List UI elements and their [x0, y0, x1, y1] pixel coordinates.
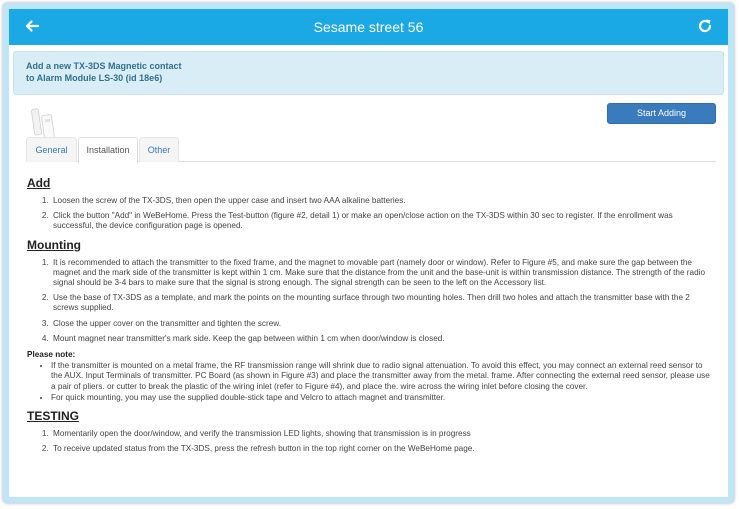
tab-general[interactable]: General: [26, 137, 77, 162]
note-title: Please note:: [27, 350, 76, 360]
tab-installation[interactable]: Installation: [78, 137, 138, 163]
list-item: 1. Loosen the screw of the TX-3DS, then open the upper case and insert two AAA alkaline batteries.: [51, 196, 712, 206]
section-heading-mounting: Mounting: [27, 237, 81, 252]
list-item: 2. Click the button "Add" in WeBeHome. Press the Test-button (figure #2, detail 1) or make an open/close action on the TX-3DS within 30 sec to register. If the enrollment was successful, the device configuration page is opened.: [51, 211, 712, 231]
list-item: 2. To receive updated status from the TX-3DS, press the refresh button in the top right corner on the WeBeHome page.: [51, 444, 712, 454]
list-item: • For quick mounting, you may use the supplied double-stick tape and Velcro to attach magnet and transmitter.: [51, 393, 712, 403]
list-item: • If the transmitter is mounted on a metal frame, the RF transmission range will shrink due to radio signal attenuation. To avoid this effect, you may connect an external reed sensor to the AUX. Input Terminals of transmitter. PC Board (as shown in Figure #3) and place the transmitter away from the metal. frame. After connecting the external reed sensor, please use a pair of pliers. or cutter to break the plastic of the wiring inlet (refer to Figure #4), and place the. wire across the wiring inlet before closing the cover.: [51, 361, 712, 392]
section-heading-testing: TESTING: [27, 409, 80, 424]
banner-line-2: to Alarm Module LS-30 (id 18e6): [26, 73, 163, 83]
magnetic-contact-image: [29, 105, 61, 141]
list-item: 1. Momentarily open the door/window, and verify the transmission LED lights, showing that transmission is in progress: [51, 429, 712, 439]
section-heading-add: Add: [27, 176, 51, 190]
tab-other[interactable]: Other: [139, 137, 179, 162]
testing-steps-list: [51, 429, 712, 454]
add-steps-list: [51, 196, 712, 232]
list-item: 1. It is recommended to attach the transmitter to the fixed frame, and the magnet to movable part (namely door or window). Refer to Figure #5, and make sure the gap between the magnet and the mark side of the transmitter is kept within 1 cm. Make sure that the distance from the unit and the base-unit is within transmission distance. The strength of the radio signal should be 3-4 bars to make sure that the signal is strong enough. The signal strength can be seen to the left on the Accessory list.: [51, 258, 712, 289]
tab-bar: [26, 137, 716, 162]
mounting-steps-list: [51, 258, 712, 344]
back-arrow-icon[interactable]: [23, 17, 41, 35]
list-item: 4. Mount magnet near transmitter's mark side. Keep the gap between within 1 cm when door/window is closed.: [51, 334, 712, 344]
refresh-icon[interactable]: [696, 17, 714, 35]
page-title: Sesame street 56: [313, 19, 424, 35]
notes-list: [51, 361, 712, 403]
info-banner: [13, 51, 724, 95]
installation-content: [9, 162, 728, 454]
list-item: 3. Close the upper cover on the transmitter and tighten the screw.: [51, 319, 712, 329]
banner-line-1: Add a new TX-3DS Magnetic contact: [26, 61, 182, 71]
start-adding-button[interactable]: Start Adding: [607, 103, 716, 124]
list-item: 2. Use the base of TX-3DS as a template, and mark the points on the mounting surface through two mounting holes. Then drill two holes and attach the transmitter base with the 2 screws supplied.: [51, 293, 712, 313]
top-bar: [9, 9, 728, 45]
app-frame: [3, 3, 734, 503]
